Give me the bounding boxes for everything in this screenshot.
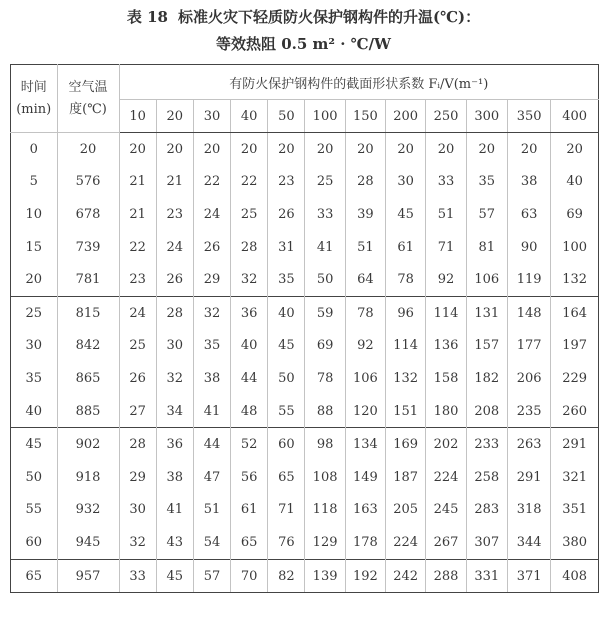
cell-air-temperature: 842 [57,330,119,363]
cell-steel-temperature: 229 [551,362,599,395]
cell-steel-temperature: 44 [193,428,230,461]
cell-air-temperature: 815 [57,296,119,329]
cell-steel-temperature: 90 [507,231,550,264]
cell-steel-temperature: 158 [426,362,466,395]
table-body [11,133,599,593]
cell-air-temperature: 20 [57,133,119,166]
cell-steel-temperature: 20 [551,133,599,166]
cell-steel-temperature: 24 [156,231,193,264]
cell-steel-temperature: 224 [426,461,466,494]
cell-steel-temperature: 192 [345,559,385,593]
cell-steel-temperature: 38 [193,362,230,395]
cell-steel-temperature: 178 [345,526,385,559]
cell-steel-temperature: 57 [466,198,507,231]
cell-steel-temperature: 242 [386,559,426,593]
cell-steel-temperature: 39 [345,198,385,231]
cell-steel-temperature: 132 [386,362,426,395]
cell-steel-temperature: 106 [466,263,507,296]
cell-steel-temperature: 149 [345,461,385,494]
cell-steel-temperature: 61 [231,494,268,527]
table-row [11,362,599,395]
cell-steel-temperature: 197 [551,330,599,363]
cell-steel-temperature: 114 [426,296,466,329]
cell-steel-temperature: 20 [156,133,193,166]
cell-steel-temperature: 129 [305,526,345,559]
cell-steel-temperature: 169 [386,428,426,461]
header-factor-400: 400 [551,100,599,133]
cell-air-temperature: 957 [57,559,119,593]
cell-air-temperature: 739 [57,231,119,264]
cell-steel-temperature: 98 [305,428,345,461]
cell-steel-temperature: 51 [426,198,466,231]
header-section-factor-group: 有防火保护钢构件的截面形状系数 Fᵢ/V(m⁻¹) [119,65,599,100]
title-text: 标准火灾下轻质防火保护钢构件的升温(℃)： [177,8,481,26]
cell-steel-temperature: 28 [119,428,156,461]
cell-steel-temperature: 78 [305,362,345,395]
cell-steel-temperature: 164 [551,296,599,329]
cell-steel-temperature: 33 [426,166,466,199]
cell-steel-temperature: 26 [193,231,230,264]
cell-steel-temperature: 59 [305,296,345,329]
cell-steel-temperature: 233 [466,428,507,461]
cell-steel-temperature: 48 [231,395,268,428]
cell-steel-temperature: 96 [386,296,426,329]
cell-air-temperature: 945 [57,526,119,559]
cell-steel-temperature: 45 [156,559,193,593]
cell-steel-temperature: 151 [386,395,426,428]
cell-steel-temperature: 20 [507,133,550,166]
cell-steel-temperature: 26 [119,362,156,395]
cell-steel-temperature: 20 [426,133,466,166]
cell-steel-temperature: 25 [231,198,268,231]
cell-steel-temperature: 21 [119,198,156,231]
cell-steel-temperature: 34 [156,395,193,428]
cell-steel-temperature: 65 [268,461,305,494]
cell-steel-temperature: 25 [119,330,156,363]
cell-steel-temperature: 20 [466,133,507,166]
cell-air-temperature: 885 [57,395,119,428]
header-air-temperature: 空气温 度(℃) [57,65,119,133]
cell-time: 55 [11,494,58,527]
cell-air-temperature: 781 [57,263,119,296]
cell-steel-temperature: 27 [119,395,156,428]
cell-steel-temperature: 40 [231,330,268,363]
header-factor-250: 250 [426,100,466,133]
cell-steel-temperature: 82 [268,559,305,593]
cell-steel-temperature: 136 [426,330,466,363]
cell-steel-temperature: 30 [386,166,426,199]
cell-steel-temperature: 29 [119,461,156,494]
cell-steel-temperature: 54 [193,526,230,559]
cell-steel-temperature: 36 [156,428,193,461]
cell-steel-temperature: 20 [193,133,230,166]
cell-steel-temperature: 177 [507,330,550,363]
cell-steel-temperature: 120 [345,395,385,428]
cell-steel-temperature: 23 [119,263,156,296]
cell-steel-temperature: 45 [386,198,426,231]
cell-time: 65 [11,559,58,593]
cell-steel-temperature: 206 [507,362,550,395]
table-row [11,296,599,329]
header-factor-350: 350 [507,100,550,133]
cell-time: 45 [11,428,58,461]
cell-steel-temperature: 23 [268,166,305,199]
cell-steel-temperature: 258 [466,461,507,494]
header-factor-150: 150 [345,100,385,133]
cell-steel-temperature: 38 [156,461,193,494]
cell-steel-temperature: 263 [507,428,550,461]
cell-steel-temperature: 33 [305,198,345,231]
cell-time: 60 [11,526,58,559]
cell-steel-temperature: 371 [507,559,550,593]
cell-steel-temperature: 92 [345,330,385,363]
cell-steel-temperature: 318 [507,494,550,527]
cell-steel-temperature: 30 [119,494,156,527]
header-factor-300: 300 [466,100,507,133]
cell-steel-temperature: 32 [156,362,193,395]
cell-air-temperature: 865 [57,362,119,395]
cell-steel-temperature: 20 [345,133,385,166]
cell-steel-temperature: 119 [507,263,550,296]
cell-steel-temperature: 47 [193,461,230,494]
table-row [11,133,599,166]
cell-steel-temperature: 28 [231,231,268,264]
cell-steel-temperature: 35 [268,263,305,296]
cell-steel-temperature: 69 [305,330,345,363]
cell-steel-temperature: 148 [507,296,550,329]
cell-steel-temperature: 100 [551,231,599,264]
cell-steel-temperature: 134 [345,428,385,461]
cell-steel-temperature: 291 [551,428,599,461]
cell-steel-temperature: 321 [551,461,599,494]
table-row [11,559,599,593]
cell-steel-temperature: 20 [119,133,156,166]
cell-air-temperature: 918 [57,461,119,494]
cell-steel-temperature: 56 [231,461,268,494]
cell-steel-temperature: 291 [507,461,550,494]
title-line-1 [0,4,607,31]
cell-steel-temperature: 30 [156,330,193,363]
cell-steel-temperature: 224 [386,526,426,559]
cell-steel-temperature: 132 [551,263,599,296]
cell-steel-temperature: 78 [386,263,426,296]
cell-steel-temperature: 40 [551,166,599,199]
cell-steel-temperature: 23 [156,198,193,231]
cell-steel-temperature: 106 [345,362,385,395]
cell-steel-temperature: 21 [156,166,193,199]
cell-steel-temperature: 21 [119,166,156,199]
cell-steel-temperature: 380 [551,526,599,559]
temperature-table [10,64,599,593]
cell-steel-temperature: 20 [231,133,268,166]
cell-steel-temperature: 157 [466,330,507,363]
cell-steel-temperature: 20 [386,133,426,166]
table-row [11,428,599,461]
cell-steel-temperature: 26 [268,198,305,231]
cell-steel-temperature: 20 [305,133,345,166]
cell-steel-temperature: 92 [426,263,466,296]
cell-time: 30 [11,330,58,363]
cell-steel-temperature: 235 [507,395,550,428]
cell-steel-temperature: 331 [466,559,507,593]
table-row [11,231,599,264]
cell-steel-temperature: 36 [231,296,268,329]
cell-time: 15 [11,231,58,264]
table-row [11,494,599,527]
cell-steel-temperature: 69 [551,198,599,231]
cell-steel-temperature: 50 [305,263,345,296]
cell-steel-temperature: 41 [193,395,230,428]
cell-steel-temperature: 35 [193,330,230,363]
cell-steel-temperature: 131 [466,296,507,329]
cell-steel-temperature: 41 [305,231,345,264]
cell-steel-temperature: 88 [305,395,345,428]
cell-steel-temperature: 114 [386,330,426,363]
cell-time: 50 [11,461,58,494]
cell-steel-temperature: 344 [507,526,550,559]
cell-steel-temperature: 24 [119,296,156,329]
cell-steel-temperature: 180 [426,395,466,428]
cell-air-temperature: 576 [57,166,119,199]
cell-steel-temperature: 32 [231,263,268,296]
cell-steel-temperature: 202 [426,428,466,461]
cell-time: 20 [11,263,58,296]
cell-steel-temperature: 307 [466,526,507,559]
header-factor-100: 100 [305,100,345,133]
cell-steel-temperature: 61 [386,231,426,264]
cell-steel-temperature: 288 [426,559,466,593]
cell-steel-temperature: 71 [426,231,466,264]
cell-steel-temperature: 71 [268,494,305,527]
cell-steel-temperature: 208 [466,395,507,428]
cell-steel-temperature: 32 [193,296,230,329]
cell-time: 0 [11,133,58,166]
header-factor-10: 10 [119,100,156,133]
cell-steel-temperature: 163 [345,494,385,527]
cell-steel-temperature: 22 [231,166,268,199]
cell-steel-temperature: 60 [268,428,305,461]
cell-steel-temperature: 51 [193,494,230,527]
cell-steel-temperature: 43 [156,526,193,559]
header-factor-30: 30 [193,100,230,133]
cell-steel-temperature: 35 [466,166,507,199]
table-number: 表 18 [126,8,168,26]
cell-steel-temperature: 41 [156,494,193,527]
cell-steel-temperature: 25 [305,166,345,199]
cell-steel-temperature: 81 [466,231,507,264]
cell-steel-temperature: 33 [119,559,156,593]
table-row [11,198,599,231]
cell-steel-temperature: 24 [193,198,230,231]
header-factor-50: 50 [268,100,305,133]
cell-steel-temperature: 32 [119,526,156,559]
cell-steel-temperature: 78 [345,296,385,329]
header-factor-40: 40 [231,100,268,133]
cell-time: 5 [11,166,58,199]
cell-steel-temperature: 44 [231,362,268,395]
table-row [11,526,599,559]
cell-steel-temperature: 57 [193,559,230,593]
table-row [11,166,599,199]
title-line-2: 等效热阻 0.5 m² · ℃/W [216,35,391,53]
cell-steel-temperature: 267 [426,526,466,559]
header-factor-200: 200 [386,100,426,133]
cell-steel-temperature: 70 [231,559,268,593]
cell-time: 25 [11,296,58,329]
cell-steel-temperature: 38 [507,166,550,199]
cell-steel-temperature: 31 [268,231,305,264]
header-time: 时间 (min) [11,65,58,133]
cell-steel-temperature: 29 [193,263,230,296]
cell-steel-temperature: 351 [551,494,599,527]
cell-steel-temperature: 283 [466,494,507,527]
cell-steel-temperature: 50 [268,362,305,395]
cell-air-temperature: 678 [57,198,119,231]
cell-time: 35 [11,362,58,395]
cell-steel-temperature: 139 [305,559,345,593]
cell-steel-temperature: 245 [426,494,466,527]
cell-steel-temperature: 28 [345,166,385,199]
cell-steel-temperature: 51 [345,231,385,264]
table-row [11,330,599,363]
table-row [11,461,599,494]
cell-steel-temperature: 408 [551,559,599,593]
cell-steel-temperature: 108 [305,461,345,494]
table-title [0,4,607,58]
cell-steel-temperature: 260 [551,395,599,428]
cell-steel-temperature: 65 [231,526,268,559]
cell-steel-temperature: 22 [119,231,156,264]
cell-steel-temperature: 28 [156,296,193,329]
cell-steel-temperature: 55 [268,395,305,428]
cell-steel-temperature: 52 [231,428,268,461]
header-factor-20: 20 [156,100,193,133]
cell-steel-temperature: 20 [268,133,305,166]
cell-time: 10 [11,198,58,231]
cell-steel-temperature: 64 [345,263,385,296]
table-row [11,263,599,296]
cell-steel-temperature: 205 [386,494,426,527]
table-row [11,395,599,428]
cell-air-temperature: 902 [57,428,119,461]
cell-steel-temperature: 45 [268,330,305,363]
cell-steel-temperature: 187 [386,461,426,494]
cell-steel-temperature: 40 [268,296,305,329]
cell-air-temperature: 932 [57,494,119,527]
cell-steel-temperature: 63 [507,198,550,231]
cell-steel-temperature: 118 [305,494,345,527]
cell-steel-temperature: 182 [466,362,507,395]
cell-steel-temperature: 22 [193,166,230,199]
cell-steel-temperature: 26 [156,263,193,296]
cell-time: 40 [11,395,58,428]
cell-steel-temperature: 76 [268,526,305,559]
